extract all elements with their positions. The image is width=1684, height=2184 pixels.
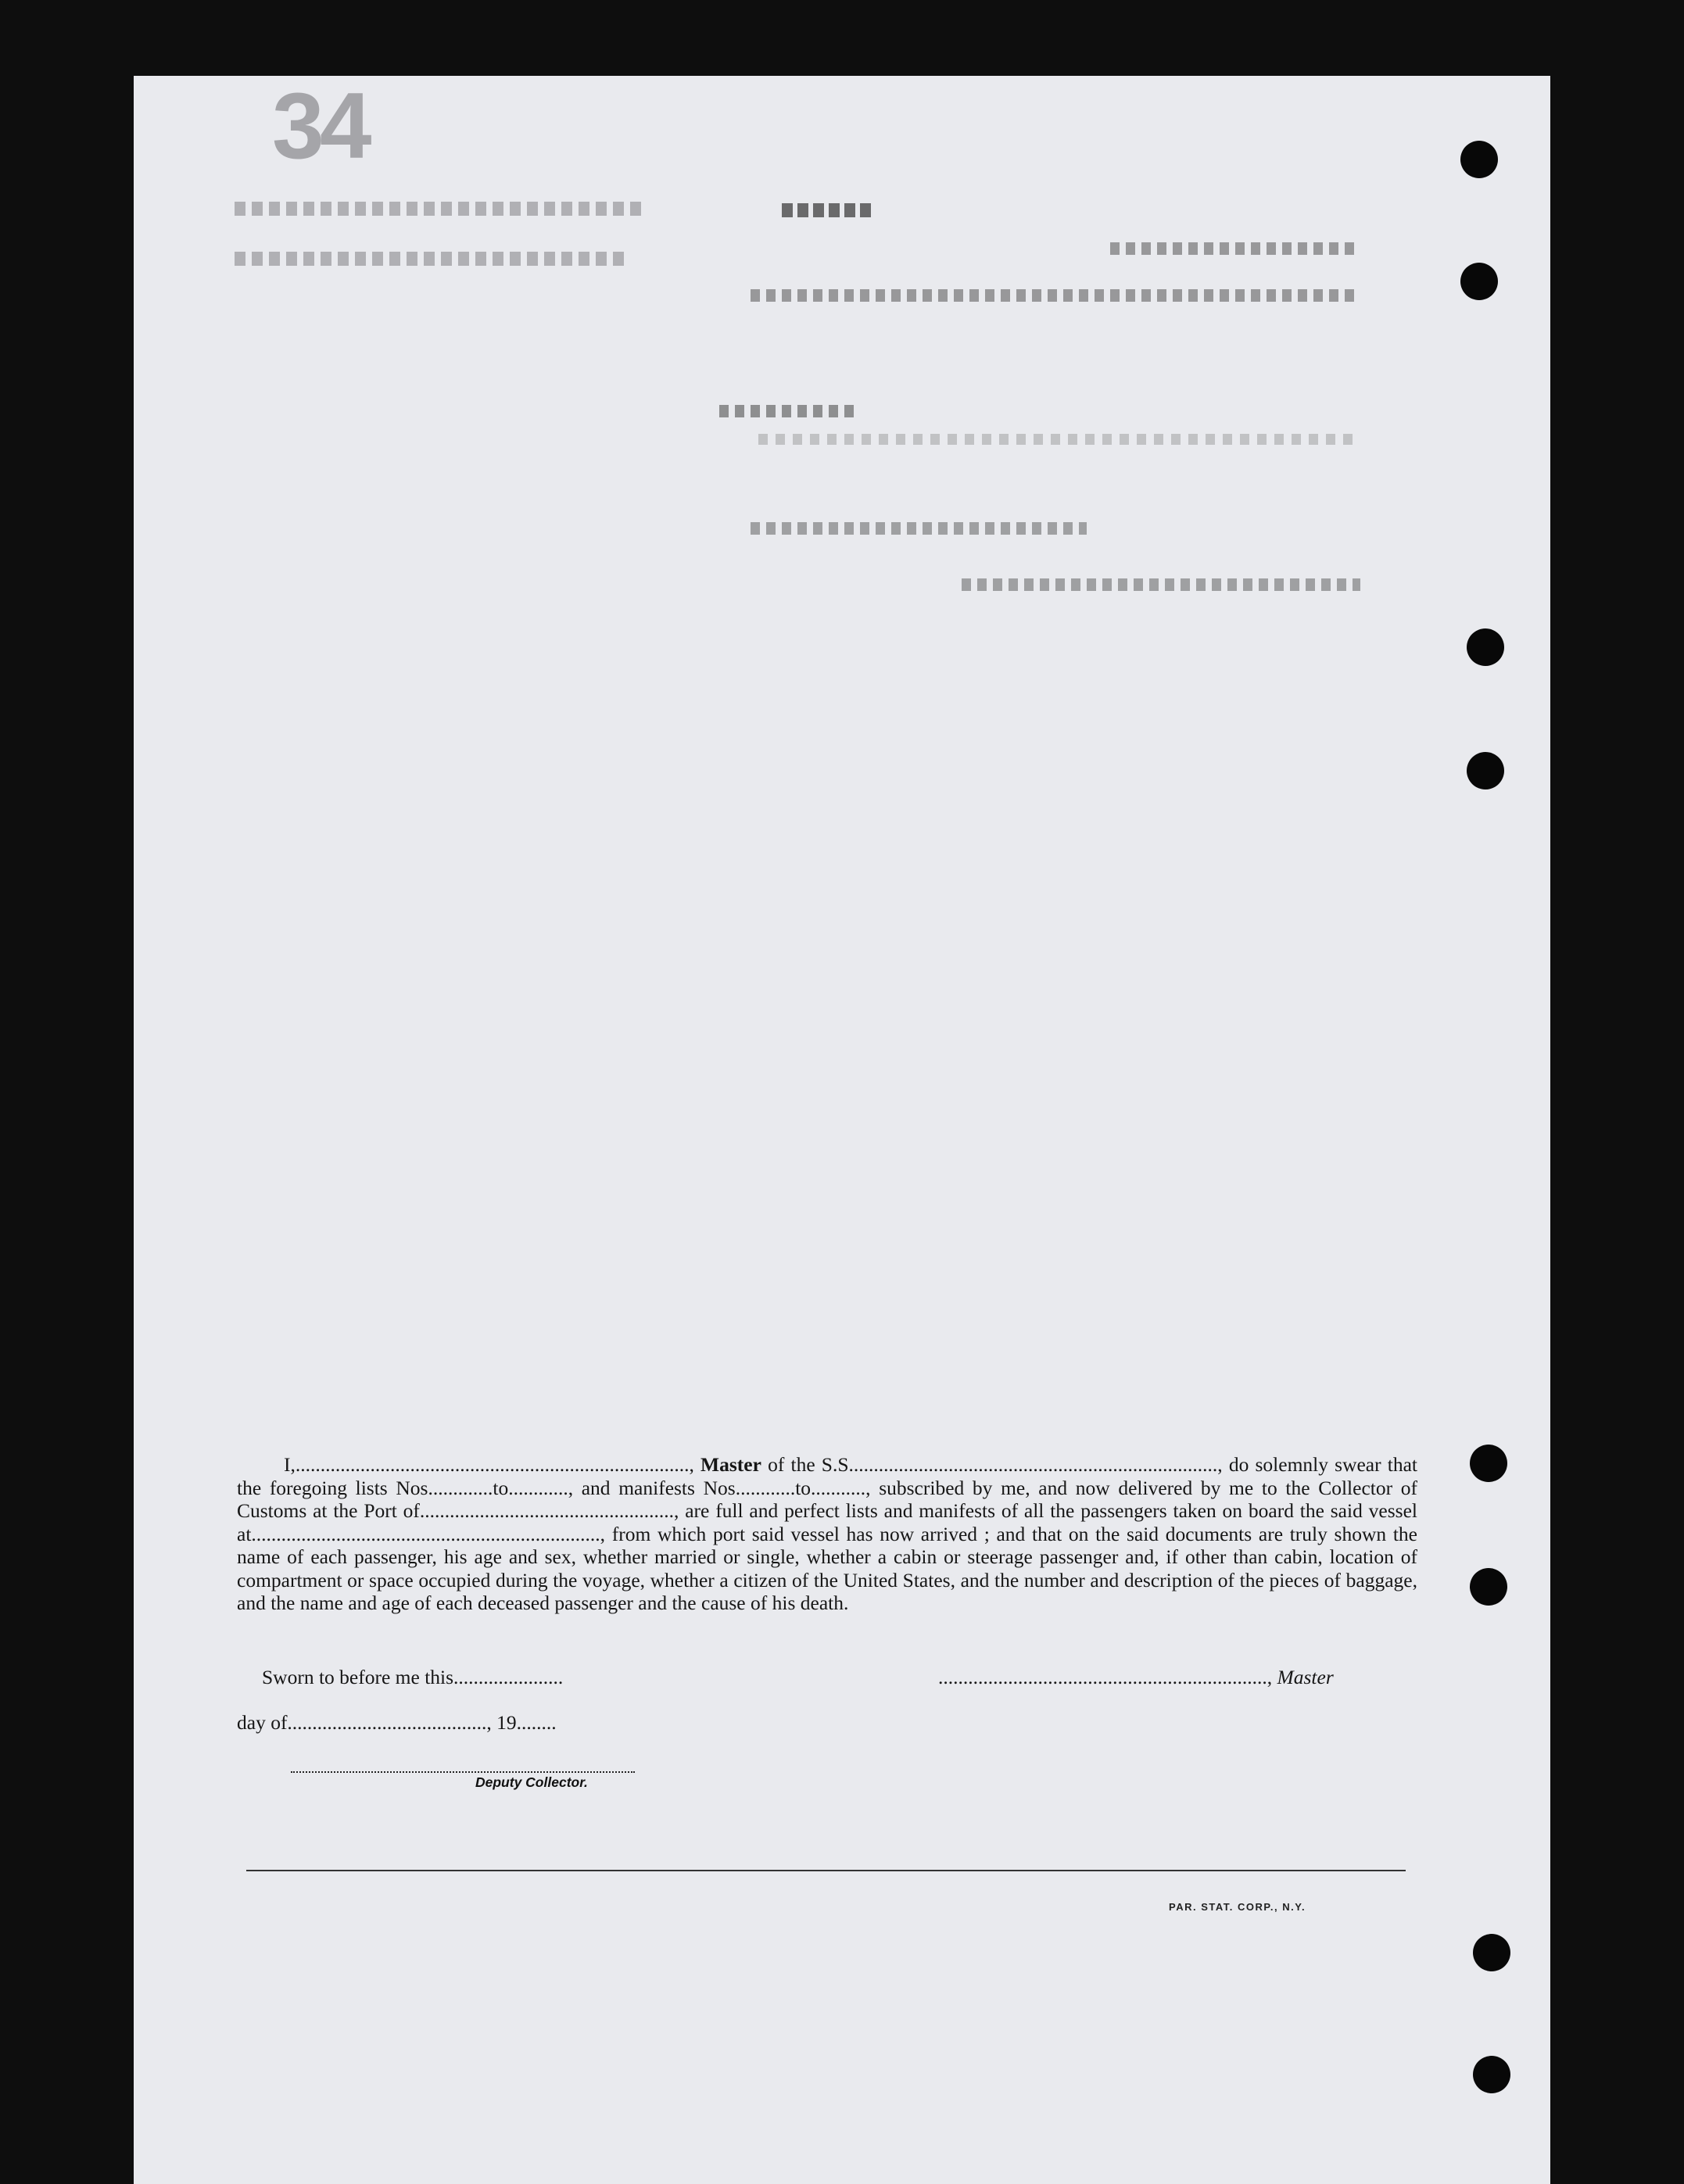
binder-hole bbox=[1470, 1568, 1507, 1606]
binder-hole bbox=[1473, 1934, 1510, 1971]
bleed-through-mark bbox=[719, 405, 860, 417]
bleed-through-mark bbox=[751, 522, 1087, 535]
binder-hole bbox=[1460, 141, 1498, 178]
oath-opening: I,..............................................................................., bbox=[284, 1453, 694, 1476]
bottom-rule bbox=[246, 1870, 1406, 1871]
binder-hole bbox=[1467, 628, 1504, 666]
day-line: day of........................................, 19........ bbox=[237, 1711, 557, 1734]
master-oath-paragraph bbox=[237, 1453, 1417, 1615]
oath-body: of the S.S.........................................................................., do solemnly swear that the foregoing lists Nos.............to............, and manifests Nos............to..........., subscribed by me, and now delivered by me to the Collector of Customs at the Port of..................................................., are full and perfect lists and manifests of all the passengers taken on board the said vessel at......................................................................, from which port said vessel has now arrived ; and that on the said documents are truly shown the name of each passenger, his age and sex, whether married or single, whether a cabin or steerage passenger and, if other than cabin, location of compartment or space occupied during the voyage, whether a citizen of the United States, and the number and description of the pieces of baggage, and the name and age of each deceased passenger and the cause of his death. bbox=[237, 1453, 1418, 1614]
page-number-stamp: 34 bbox=[272, 73, 367, 178]
binder-hole bbox=[1460, 263, 1498, 300]
sworn-line: Sworn to before me this...................... bbox=[262, 1666, 564, 1688]
bleed-through-mark bbox=[758, 434, 1360, 445]
printer-imprint: PAR. STAT. CORP., N.Y. bbox=[1169, 1901, 1306, 1913]
deputy-collector-label: Deputy Collector. bbox=[475, 1774, 588, 1790]
document-page bbox=[134, 76, 1550, 2184]
master-signature-label: Master bbox=[1277, 1666, 1334, 1688]
bleed-through-mark bbox=[235, 202, 641, 216]
bleed-through-mark bbox=[782, 203, 876, 217]
binder-hole bbox=[1473, 2056, 1510, 2093]
master-label: Master bbox=[700, 1453, 761, 1476]
master-signature-dots: .................................................................., bbox=[938, 1666, 1273, 1688]
bleed-through-mark bbox=[235, 252, 625, 266]
binder-hole bbox=[1470, 1445, 1507, 1482]
master-signature-line bbox=[938, 1666, 1334, 1689]
bleed-through-mark bbox=[1110, 242, 1360, 255]
deputy-collector-signature-line bbox=[291, 1771, 635, 1773]
bleed-through-mark bbox=[962, 578, 1360, 591]
binder-hole bbox=[1467, 752, 1504, 789]
bleed-through-mark bbox=[751, 289, 1360, 302]
